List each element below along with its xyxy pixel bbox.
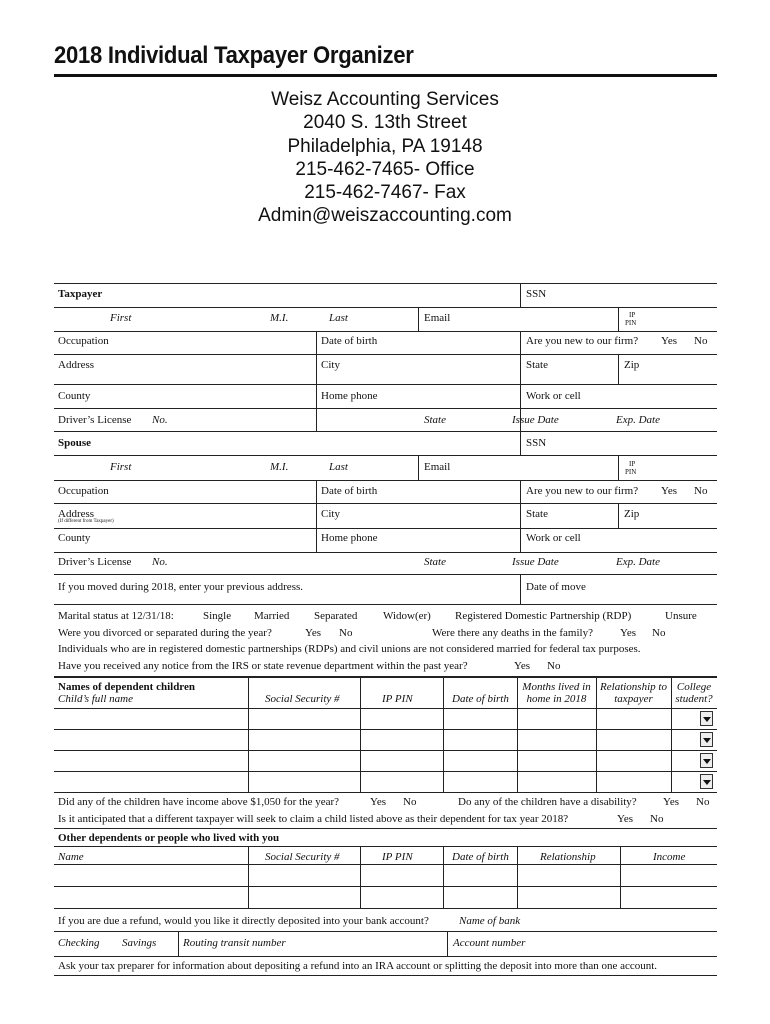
child-dob-col: Date of birth [452,693,509,705]
deaths-question: Were there any deaths in the family? [432,627,593,639]
taxpayer-ssn-label: SSN [526,288,547,300]
divider [447,931,448,956]
taxpayer-home-phone-field[interactable]: Home phone [321,390,378,402]
divorced-yes[interactable]: Yes [305,627,322,639]
firm-name: Weisz Accounting Services [271,89,499,110]
spouse-last-name-field[interactable]: Last [329,461,348,473]
firm-street: 2040 S. 13th Street [303,112,467,134]
rule [54,604,717,605]
divider [618,307,619,331]
table-row [54,886,717,887]
taxpayer-state-field[interactable]: State [526,359,548,371]
table-row [54,771,717,772]
taxpayer-header: Taxpayer [58,288,103,300]
spouse-email-field[interactable]: Email [424,461,451,473]
irs-notice-question: Have you received any notice from the IRS or state revenue department within the past year? [58,660,468,672]
spouse-dl-state-field[interactable]: State [424,556,446,568]
claim-child-question: Is it anticipated that a different taxpayer will seek to claim a child listed above as their dependent for tax year 2018? [58,813,569,825]
routing-number-field[interactable]: Routing transit number [183,937,286,949]
savings-option[interactable]: Savings [122,937,157,949]
divider [360,677,361,793]
taxpayer-dl-number-field[interactable]: No. [152,414,168,426]
table-row [54,750,717,751]
child-ssn-col: Social Security # [265,693,340,705]
spouse-new-firm-no[interactable]: No [694,485,708,497]
other-ip-pin-col: IP PIN [382,851,413,863]
taxpayer-dob-field[interactable]: Date of birth [321,335,378,347]
child-disability-yes[interactable]: Yes [663,796,680,808]
rule [54,846,717,847]
marital-separated-option[interactable]: Separated [314,610,358,622]
title-rule [54,74,717,77]
marital-rdp-option[interactable]: Registered Domestic Partnership (RDP) [455,610,632,622]
rule [54,331,717,332]
page-title: 2018 Individual Taxpayer Organizer [54,42,414,69]
divorced-no[interactable]: No [339,627,353,639]
spouse-zip-field[interactable]: Zip [624,508,640,520]
rule [54,552,717,553]
taxpayer-new-firm-yes[interactable]: Yes [661,335,678,347]
spouse-county-field[interactable]: County [58,532,91,544]
spouse-header: Spouse [58,437,92,449]
child-income-question: Did any of the children have income above $1,050 for the year? [58,796,340,808]
rule [54,975,717,976]
spouse-ssn-label: SSN [526,437,547,449]
divider [520,574,521,604]
rule [54,480,717,481]
spouse-dl-issue-date-field[interactable]: Issue Date [512,556,559,568]
irs-notice-no[interactable]: No [547,660,561,672]
taxpayer-dl-label: Driver’s License [58,414,132,426]
divider [520,480,521,552]
other-dob-col: Date of birth [452,851,509,863]
marital-single-option[interactable]: Single [203,610,232,622]
other-ssn-col: Social Security # [265,851,340,863]
divider [520,431,521,455]
divider [248,846,249,908]
rule [54,828,717,829]
divorced-question: Were you divorced or separated during the year? [58,627,272,639]
college-student-dropdown[interactable] [700,774,713,789]
spouse-work-cell-field[interactable]: Work or cell [526,532,581,544]
child-months-col-1: Months lived in [522,681,591,693]
divider [443,846,444,908]
child-disability-question: Do any of the children have a disability? [458,796,637,808]
marital-unsure-option[interactable]: Unsure [665,610,697,622]
divider [178,931,179,956]
child-ip-pin-col: IP PIN [382,693,413,705]
divider [418,307,419,331]
taxpayer-top-rule [54,283,717,284]
spouse-occupation-field[interactable]: Occupation [58,485,109,497]
spouse-home-phone-field[interactable]: Home phone [321,532,378,544]
child-relationship-col-2: taxpayer [614,693,653,705]
rule [54,676,717,678]
spouse-dl-exp-date-field[interactable]: Exp. Date [616,556,660,568]
firm-email: Admin@weiszaccounting.com [258,205,512,227]
divider [316,331,317,431]
spouse-dl-label: Driver’s License [58,556,132,568]
firm-fax: 215-462-7467- Fax [304,182,466,204]
marital-married-option[interactable]: Married [254,610,290,622]
bank-name-field[interactable]: Name of bank [459,915,521,927]
spouse-first-name-field[interactable]: First [110,461,132,473]
divider [618,503,619,528]
spouse-new-firm-yes[interactable]: Yes [661,485,678,497]
college-student-dropdown[interactable] [700,711,713,726]
taxpayer-mi-field[interactable]: M.I. [270,312,289,324]
table-row [54,792,717,793]
other-dependents-header: Other dependents or people who lived with you [58,832,280,844]
other-name-col: Name [58,851,84,863]
divider [316,480,317,552]
refund-question: If you are due a refund, would you like it directly deposited into your bank account? [58,915,429,927]
child-name-col: Child’s full name [58,693,133,705]
rdp-note: Individuals who are in registered domestic partnerships (RDPs) and civil unions are not considered married for federal tax purposes. [58,643,641,655]
table-row [54,864,717,865]
spouse-address-note: (If different from Taxpayer) [58,519,114,524]
taxpayer-dl-issue-date-field[interactable]: Issue Date [512,414,559,426]
child-college-col-2: student? [675,693,713,705]
marital-status-label: Marital status at 12/31/18: [58,610,174,622]
taxpayer-email-field[interactable]: Email [424,312,451,324]
taxpayer-address-field[interactable]: Address [58,359,95,371]
divider [618,354,619,384]
rule [54,431,717,432]
moved-question: If you moved during 2018, enter your previous address. [58,581,304,593]
rule [54,528,717,529]
taxpayer-ip-label: IP [629,311,636,319]
taxpayer-county-field[interactable]: County [58,390,91,402]
spouse-new-firm-question: Are you new to our firm? [526,485,639,497]
firm-office-phone: 215-462-7465- Office [295,158,475,180]
deaths-yes[interactable]: Yes [620,627,637,639]
spouse-dl-number-field[interactable]: No. [152,556,168,568]
taxpayer-last-name-field[interactable]: Last [329,312,348,324]
divider [520,283,521,307]
ira-note: Ask your tax preparer for information about depositing a refund into an IRA account or splitting the deposit into more than one account. [58,960,658,972]
divider [248,677,249,793]
taxpayer-first-name-field[interactable]: First [110,312,132,324]
spouse-mi-field[interactable]: M.I. [270,461,289,473]
taxpayer-city-field[interactable]: City [321,359,340,371]
claim-child-yes[interactable]: Yes [617,813,634,825]
taxpayer-new-firm-question: Are you new to our firm? [526,335,639,347]
taxpayer-work-cell-field[interactable]: Work or cell [526,390,581,402]
spouse-ip-label: IP [629,460,636,468]
rule [54,931,717,932]
child-income-yes[interactable]: Yes [370,796,387,808]
table-row [54,708,717,709]
taxpayer-new-firm-no[interactable]: No [694,335,708,347]
firm-city: Philadelphia, PA 19148 [287,135,483,157]
divider [618,455,619,480]
college-student-dropdown[interactable] [700,753,713,768]
taxpayer-zip-field[interactable]: Zip [624,359,640,371]
deaths-no[interactable]: No [652,627,666,639]
taxpayer-dl-state-field[interactable]: State [424,414,446,426]
rule [54,384,717,385]
table-row [54,729,717,730]
table-row [54,908,717,909]
child-months-col-2: home in 2018 [526,693,587,705]
account-number-field[interactable]: Account number [453,937,526,949]
checking-option[interactable]: Checking [58,937,100,949]
spouse-pin-label: PIN [625,468,637,476]
marital-widow-option[interactable]: Widow(er) [383,610,431,622]
taxpayer-dl-exp-date-field[interactable]: Exp. Date [616,414,660,426]
child-disability-no[interactable]: No [696,796,710,808]
claim-child-no[interactable]: No [650,813,664,825]
rule [54,574,717,575]
date-of-move-field[interactable]: Date of move [526,581,586,593]
child-relationship-col-1: Relationship to [600,681,667,693]
other-relationship-col: Relationship [540,851,596,863]
child-college-col-1: College [676,681,712,693]
other-income-col: Income [653,851,686,863]
spouse-state-field[interactable]: State [526,508,548,520]
rule [54,956,717,957]
divider [418,455,419,480]
taxpayer-occupation-field[interactable]: Occupation [58,335,109,347]
divider [620,846,621,908]
college-student-dropdown[interactable] [700,732,713,747]
divider [517,846,518,908]
rule [54,408,717,409]
divider [360,846,361,908]
spouse-dob-field[interactable]: Date of birth [321,485,378,497]
taxpayer-pin-label: PIN [625,319,637,327]
firm-header [0,88,770,228]
spouse-city-field[interactable]: City [321,508,340,520]
irs-notice-yes[interactable]: Yes [514,660,531,672]
child-income-no[interactable]: No [403,796,417,808]
spouse-address-field[interactable]: Address [58,508,95,520]
divider [443,677,444,793]
dependents-header: Names of dependent children [58,681,195,693]
